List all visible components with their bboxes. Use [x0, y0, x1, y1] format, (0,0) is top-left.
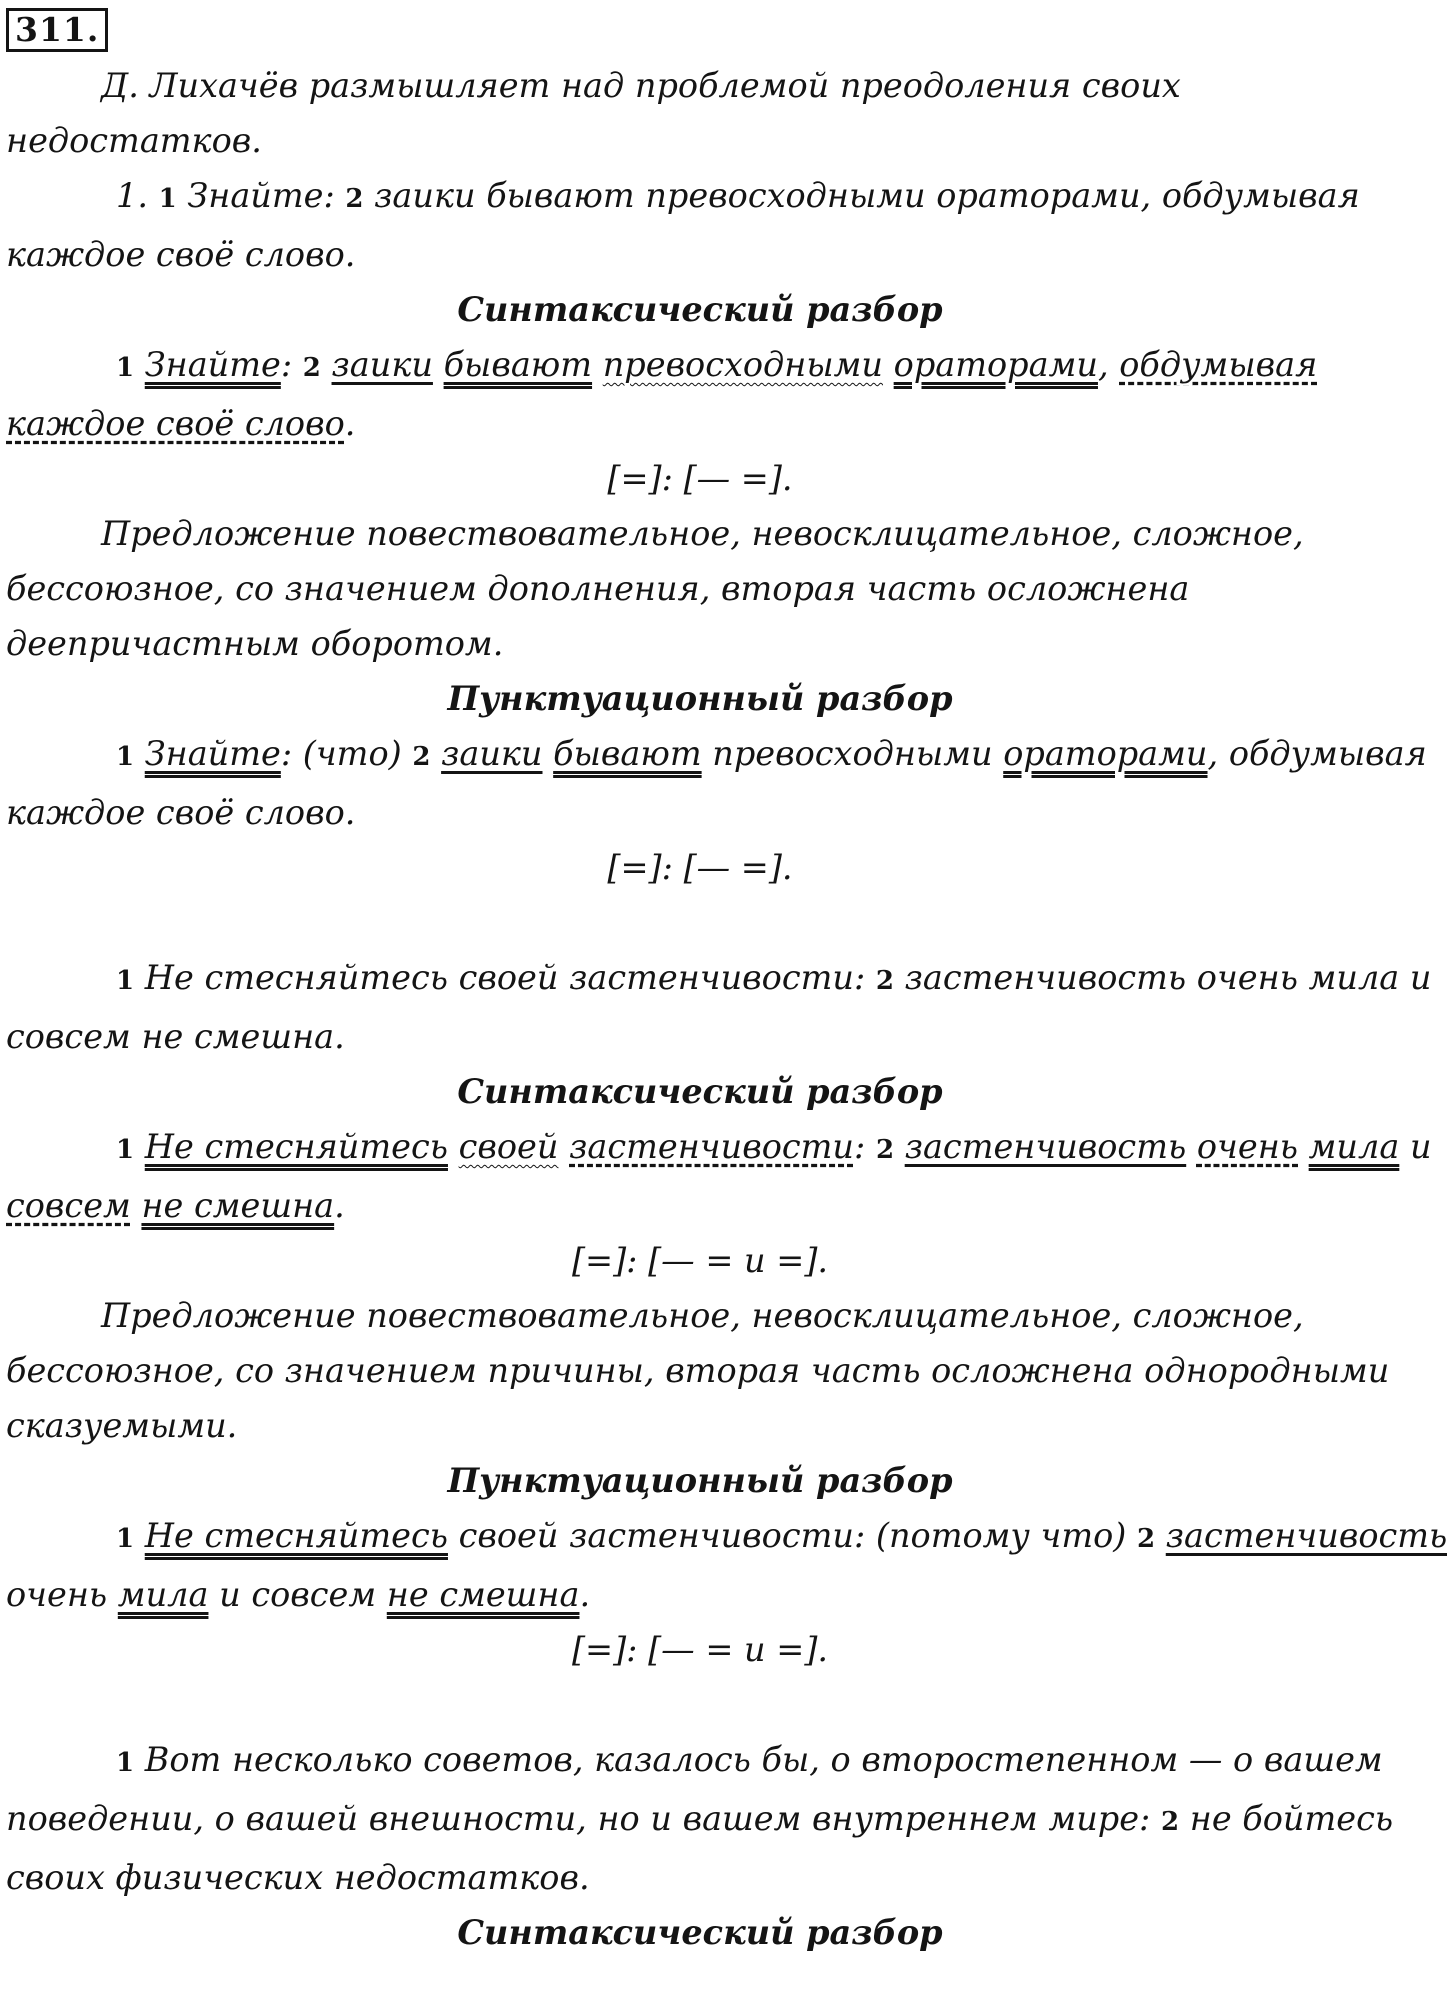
part-number: 1 [158, 184, 177, 214]
conjunction-hint: : (что) [280, 734, 402, 773]
predicate-word: Не стесняйтесь [144, 1516, 448, 1555]
s2-punct-line-2 [6, 1567, 1394, 1622]
adverbial-phrase: каждое своё слово [6, 404, 345, 443]
s1-synt-heading: Синтаксический разбор [457, 290, 943, 329]
adverbial-word: обдумывая [1119, 345, 1318, 384]
predicate-word: бывают [443, 345, 593, 384]
punctuation: . [579, 1575, 591, 1614]
s2-punct-line-1 [6, 1508, 1447, 1567]
s1-line-1 [6, 168, 1394, 227]
s2-line-2: совсем не смешна. [6, 1017, 345, 1056]
predicate-word: Знайте [144, 345, 281, 384]
s2-punct-heading: Пунктуационный разбор [447, 1461, 953, 1500]
object-word: застенчивости [569, 1127, 854, 1166]
predicate-word: мила [1308, 1127, 1400, 1166]
punctuation: . [344, 404, 356, 443]
plain-word: превосходными [712, 734, 993, 773]
s1-punct-line-1 [6, 726, 1427, 785]
part-number: 1 [116, 353, 135, 383]
punctuation: , [1097, 345, 1109, 384]
attribute-word: своей [458, 1127, 559, 1166]
attribute-word: превосходными [602, 345, 883, 384]
subject-word: заики [331, 345, 433, 384]
s2-synt-heading: Синтаксический разбор [457, 1072, 943, 1111]
punctuation: . [334, 1186, 345, 1225]
s2-scheme: [=]: [— = и =]. [571, 1241, 829, 1280]
s1-desc-1: Предложение повествовательное, невосклицательное, сложное, [101, 514, 1304, 553]
part-number: 2 [1161, 1807, 1180, 1837]
predicate-word: не смешна [141, 1186, 335, 1225]
s2-line-1 [6, 950, 1432, 1009]
s2-text-b: застенчивость очень мила и [904, 958, 1432, 997]
predicate-word: ораторами [1003, 734, 1208, 773]
plain-text: своей застенчивости: (потому что) [458, 1516, 1127, 1555]
s1-desc-3: деепричастным оборотом. [6, 624, 504, 663]
s3-synt-heading: Синтаксический разбор [457, 1913, 943, 1952]
s3-text-2b: не бойтесь [1189, 1799, 1394, 1838]
s1-item-number: 1. [116, 176, 148, 215]
conjunction-word: и [1409, 1127, 1432, 1166]
s2-scheme-2: [=]: [— = и =]. [571, 1630, 829, 1669]
s1-scheme: [=]: [— =]. [607, 459, 793, 498]
part-number: 1 [116, 966, 135, 996]
punctuation: : [853, 1127, 866, 1166]
s1-desc-2: бессоюзное, со значением дополнения, вторая часть осложнена [6, 569, 1190, 608]
plain-text: , обдумывая [1207, 734, 1427, 773]
subject-word: застенчивость [1165, 1516, 1447, 1555]
plain-text: и совсем [219, 1575, 377, 1614]
s3-line-2 [6, 1791, 1394, 1850]
s1-scheme-2: [=]: [— =]. [607, 848, 793, 887]
part-number: 1 [116, 1135, 135, 1165]
s1-line-2: каждое своё слово. [6, 235, 356, 274]
punctuation: : [280, 345, 293, 384]
part-number: 2 [345, 184, 364, 214]
part-number: 1 [116, 742, 135, 772]
part-number: 2 [302, 353, 321, 383]
subject-word: заики [441, 734, 543, 773]
s1-text-a: Знайте: [187, 176, 335, 215]
intro-line-2: недостатков. [6, 121, 262, 160]
s3-line-1 [6, 1732, 1394, 1791]
predicate-word: Не стесняйтесь [144, 1127, 448, 1166]
adverbial-word: совсем [6, 1186, 131, 1225]
s2-desc-1: Предложение повествовательное, невосклицательное, сложное, [101, 1296, 1304, 1335]
adverbial-word: очень [1196, 1127, 1298, 1166]
part-number: 2 [1137, 1524, 1156, 1554]
s2-desc-3: сказуемыми. [6, 1406, 238, 1445]
s1-text-b: заики бывают превосходными ораторами, обдумывая [374, 176, 1360, 215]
s1-synt-line-1 [6, 337, 1394, 396]
part-number: 2 [875, 966, 894, 996]
part-number: 1 [116, 1524, 135, 1554]
s2-synt-line-1 [6, 1119, 1432, 1178]
exercise-number: 311. [6, 8, 108, 52]
s2-synt-line-2 [6, 1178, 1394, 1233]
part-number: 2 [875, 1135, 895, 1165]
subject-word: застенчивость [904, 1127, 1187, 1166]
s1-punct-line-2: каждое своё слово. [6, 793, 356, 832]
intro-line-1: Д. Лихачёв размышляет над проблемой преодоления своих [101, 66, 1181, 105]
predicate-word: мила [117, 1575, 209, 1614]
s3-text-2a: поведении, о вашей внешности, но и вашем внутреннем мире: [6, 1799, 1151, 1838]
s1-punct-heading: Пунктуационный разбор [447, 679, 953, 718]
predicate-word: ораторами [893, 345, 1098, 384]
s1-synt-line-2 [6, 396, 1394, 451]
s2-desc-2: бессоюзное, со значением причины, вторая часть осложнена однородными [6, 1351, 1390, 1390]
s3-text-1: Вот несколько советов, казалось бы, о второстепенном — о вашем [144, 1740, 1383, 1779]
predicate-word: бывают [553, 734, 702, 773]
predicate-word: Знайте [144, 734, 281, 773]
s3-line-3: своих физических недостатков. [6, 1858, 590, 1897]
plain-word: очень [6, 1575, 108, 1614]
part-number: 2 [412, 742, 431, 772]
predicate-word: не смешна [386, 1575, 580, 1614]
s2-text-a: Не стесняйтесь своей застенчивости: [144, 958, 866, 997]
part-number: 1 [116, 1748, 135, 1778]
